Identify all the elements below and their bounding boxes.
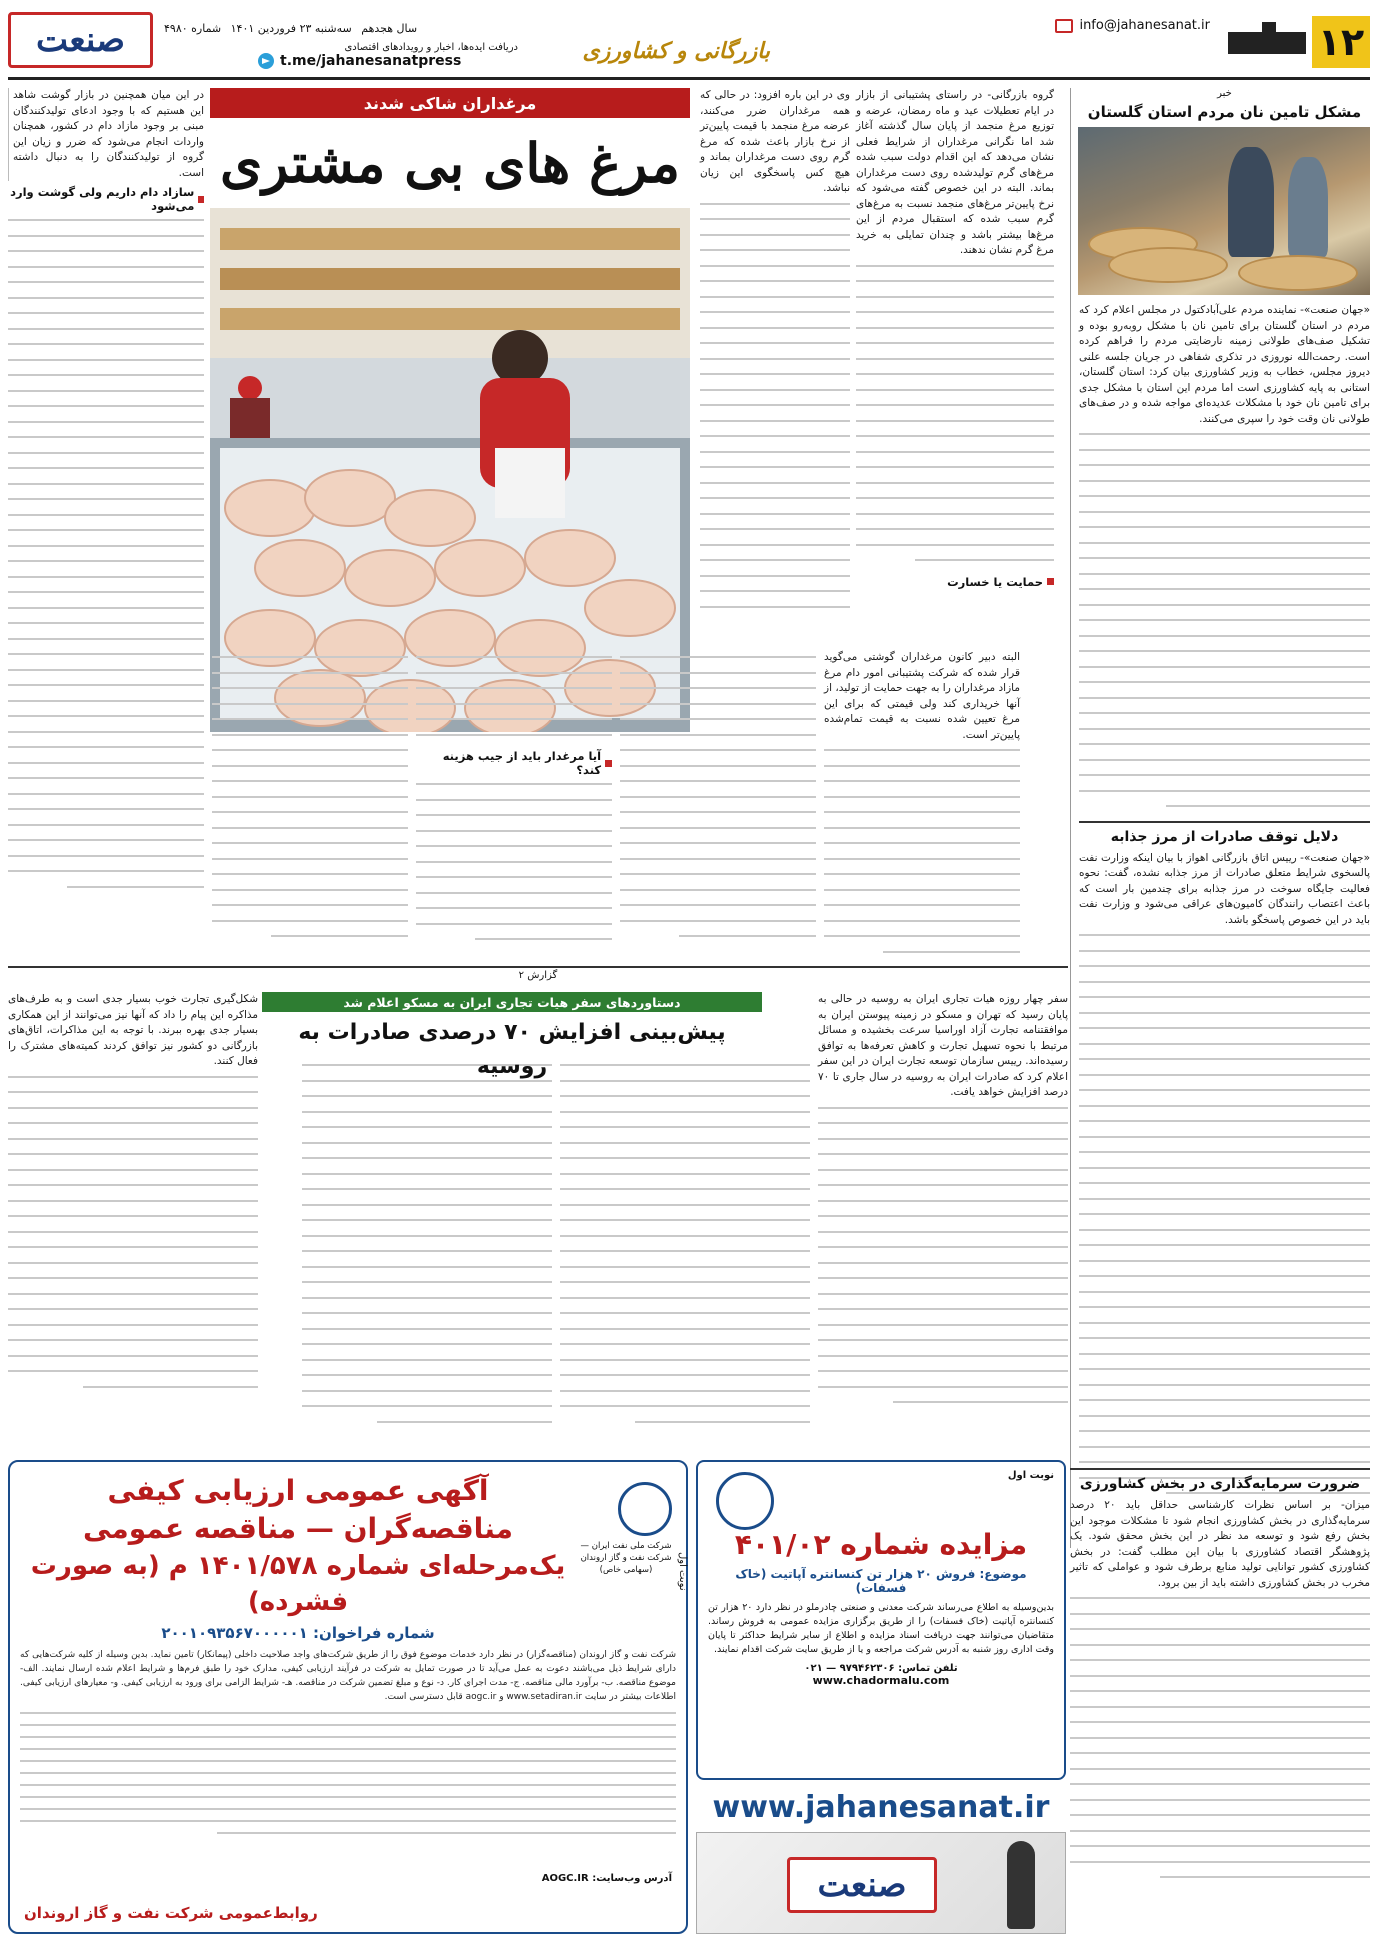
feature-bottom-col-c-lines-top — [416, 656, 612, 736]
report-headline: پیش‌بینی افزایش ۷۰ درصدی صادرات به روسیه — [298, 1020, 726, 1079]
right-news-continuation — [1079, 433, 1370, 807]
report-label: گزارش ۲ — [8, 966, 1068, 984]
site-url-banner[interactable]: www.jahanesanat.ir — [712, 1790, 1050, 1825]
report-col-b-lines — [560, 1064, 810, 1423]
telegram-icon — [258, 53, 274, 69]
report-col-d-continuation — [8, 1076, 258, 1388]
feature-headline: مرغ های بی مشتری — [219, 131, 681, 195]
auction-turn-label: نوبت اول — [1007, 1470, 1054, 1481]
feature-bottom-col-d-lines — [212, 656, 408, 937]
right-section3-continuation — [1070, 1597, 1370, 1878]
tender-body-continuation — [20, 1712, 676, 1834]
header-email[interactable] — [1055, 18, 1210, 33]
feature-col1-body: وی در این باره افزود: در حالی که همه مرغداران ضرر می‌کنند، عرضه مرغ منجمد با قیمت پایین‌تر از نرخ بازار باعث شده که مرغ گرم روی دست مرغداران بماند و هیچ کس پاسخگوی این زیان نباشد. — [700, 89, 850, 194]
report-col-a — [818, 992, 1068, 1417]
right-section2-body: «جهان صنعت»- رییس اتاق بازرگانی اهواز با بیان اینکه وزارت نفت پالسخوی شرایط متعلق صادرات از مرز جذابه نشده، گفت: نحوه فعالیت جایگاه سوخت در مرز جذابه برای چندمین بار است که باعث اعتصاب رانندگان کامیون‌های عراقی می‌شود و وزارت نفت باید در این خصوص پاسخگو باشد. — [1079, 851, 1370, 926]
tender-call-number: شماره فراخوان: ۲۰۰۱۰۹۳۵۶۷۰۰۰۰۰۱ — [161, 1624, 435, 1642]
chadormalu-logo-icon — [716, 1472, 774, 1530]
tender-body: شرکت نفت و گاز اروندان (مناقصه‌گزار) در نظر دارد خدمات موضوع فوق را از طریق شرکت‌های واجد صلاحیت داخلی (پیمانکار) تامین نماید. بدین وسیله از کلیه شرکت‌هایی که دارای شرایط ذیل می‌باشند دعوت به عمل می‌آید تا در صورت تمایل به شرکت در فرآیند ارزیابی کیفی، مدارک خود را طبق فرم‌ها و شرایط اعلام شده ارسال نمایند. الف- موضوع مناقصه. ب- برآورد مالی مناقصه. ج- مدت اجرای کار. د- نوع و مبلغ تضمین شرکت در مناقصه. هـ- شرایط الزامی برای ورود به ارزیابی کیفی. و- معیارهای ارزیابی کیفی. اطلاعات بیشتر در سایت www.setadiran.ir و aogc.ir قابل دسترسی است. — [20, 1650, 676, 1702]
feature-bottom-col-a — [824, 650, 1020, 966]
page-number: ۱۲ — [1312, 16, 1370, 68]
tender-title-1: آگهی عمومی ارزیابی کیفی مناقصه‌گران — مناقصه عمومی — [83, 1474, 513, 1545]
issue-year: سال هجدهم — [361, 22, 418, 35]
report-col-b — [560, 1058, 810, 1436]
tender-website[interactable]: آدرس وب‌سایت: AOGC.IR — [541, 1873, 672, 1884]
right-bottom-section — [1070, 1468, 1370, 1938]
issue-info — [158, 22, 417, 35]
feature-lead-body: گروه بازرگانی- در راستای پشتیبانی از بازار در ایام تعطیلات عید و ماه رمضان، عرضه و توزیع مرغ منجمد از پایان سال گذشته آغاز شد اما نگرانی مرغداران از شرایط فعلی نشان می‌دهد که این اقدام دولت سبب شده مرغ‌های گرم تولیدشده روی دست مرغداران بماند. البته در این خصوص گفته می‌شود که نرخ پایین‌تر مرغ‌های منجمد نسبت به مرغ‌های گرم سبب شده که استقبال مردم از این مرغ‌ها بیشتر باشد و چندان تمایلی به خرید مرغ گرم نشان ندهند. — [856, 89, 1054, 256]
auction-subject: موضوع: فروش ۲۰ هزار تن کنسانتره آپاتیت (خاک فسفات) — [735, 1567, 1027, 1595]
auction-website[interactable]: www.chadormalu.com — [812, 1674, 950, 1687]
auction-title: مزایده شماره ۴۰۱/۰۲ — [734, 1528, 1028, 1561]
feature-bottom-col-c-lines — [416, 783, 612, 940]
feature-left-column — [8, 88, 204, 958]
email-icon — [1055, 19, 1073, 33]
right-section2-title: دلایل توقف صادرات از مرز جذابه — [1079, 821, 1370, 845]
issue-number: شماره ۴۹۸۰ — [164, 22, 222, 35]
feature-col2-body: البته دبیر کانون مرغداران گوشتی می‌گوید قرار شده که شرکت پشتیبانی امور دام مرغ مازاد مرغداران را به جهت حمایت از تولید، از آنها خریداری کند ولی قیمتی که برای این مرغ تعیین شده نسبت به قیمت تمام‌شده پایین‌تر است. — [824, 651, 1020, 741]
telegram-caption: دریافت ایده‌ها، اخبار و رویدادهای اقتصادی — [344, 42, 518, 53]
feature-left-continuation — [8, 219, 204, 888]
report-body: سفر چهار روزه هیات تجاری ایران به روسیه در حالی به پایان رسید که تهران و مسکو در زمینه پیوستن ایران به موافقتنامه تجارت آزاد اوراسیا سرعت بخشیده و مسائل مرتبط با نحوه تسهیل تجارت و کاهش تعرفه‌ها به توافق رسیده‌اند. رییس سازمان توسعه تجارت ایران در این سفر اعلام کرد که صادرات ایران به روسیه در سال جاری تا ۷۰ درصد افزایش خواهد یافت. — [818, 993, 1068, 1098]
bread-bakery-photo — [1078, 127, 1370, 295]
feature-subhead-1-text: حمایت یا خسارت — [947, 574, 1043, 589]
feature-article — [210, 88, 1060, 648]
feature-lead-continuation — [856, 265, 1054, 562]
page-header — [8, 8, 1370, 80]
auction-advertisement — [696, 1460, 1066, 1780]
feature-bottom-col-d — [212, 650, 408, 951]
auction-body: بدین‌وسیله به اطلاع می‌رساند شرکت معدنی و صنعتی چادرملو در نظر دارد ۲۰ هزار تن کنسانتره آپاتیت (خاک فسفات) را از طریق برگزاری مزایده عمومی به فروش رساند. متقاضیان می‌توانند جهت دریافت اسناد مزایده و اطلاع از سایر شرایط حداکثر تا پایان وقت اداری روز شنبه به آدرس شرکت مراجعه و یا از طریق سایت شرکت اقدام نمایند. — [708, 1602, 1054, 1655]
businessman-icon — [1007, 1841, 1035, 1929]
feature-kicker: مرغداران شاکی شدند — [210, 88, 690, 118]
tender-org-name: شرکت ملی نفت ایران — شرکت نفت و گاز اروندان (سهامی خاص) — [580, 1541, 672, 1575]
feature-col3-body: در این میان همچنین در بازار گوشت شاهد این هستیم که با وجود ادعای تولیدکنندگان مبنی بر وجود مازاد دام در کشور، همچنان واردات انجام می‌شود که ضرر و زیان این گروه از تولیدکنندگان را به دنبال داشته است. — [8, 88, 204, 181]
feature-bottom-col-b-lines — [620, 656, 816, 937]
right-section2-continuation — [1079, 934, 1370, 1494]
tender-footer: روابط‌عمومی شرکت نفت و گاز اروندان — [24, 1904, 318, 1922]
telegram-box[interactable] — [258, 42, 518, 69]
right-news-title: مشکل تامین نان مردم استان گلستان — [1087, 103, 1362, 121]
tender-title-2: یک‌مرحله‌ای شماره ۱۴۰۱/۵۷۸ م (به صورت فشرده) — [30, 1551, 566, 1617]
feature-col-1 — [700, 88, 850, 621]
feature-bottom-columns — [210, 650, 1020, 956]
right-news-body: «جهان صنعت»- نماینده مردم علی‌آبادکتول در مجلس اعلام کرد که مردم در استان گلستان برای تامین نان با مشکل روبه‌رو بوده و تشکیل صف‌های طولانی زمینه نارضایتی مردم را فراهم کرده است. رحمت‌الله نوروزی در تذکری شفاهی در جریان جلسه علنی دیروز مجلس، خطاب به وزیر کشاورزی بیان کرد: استان گلستان، استانی به پایه کشاورزی است اما مردم این استان با مشکل جدی برای تامین نان خود با مشکلات عدیده‌ای مواجه شده و در صف‌های طولانی نان وقت خود را سپری می‌کنند. — [1079, 304, 1370, 425]
news-tag: خبر — [1217, 88, 1232, 99]
section-logo-icon — [1228, 22, 1306, 66]
feature-subhead-3-text: آیا مرغدار باید از جیب هزینه کند؟ — [442, 749, 602, 777]
report-body-2: شکل‌گیری تجارت خوب بسیار جدی است و به طرف‌های مذاکره این پیام را داد که آنها نیز می‌توانند از این همکاری بسیار جدی بهره ببرند. با توجه به این مذاکرات، اتاق‌های بازرگانی دو کشور نیز توافق کردند کمیته‌های مشترک را فعال کنند. — [8, 993, 258, 1067]
feature-subhead-1 — [856, 575, 1054, 589]
section-title: بازرگانی و کشاورزی — [582, 38, 770, 64]
masthead-logo: صنعت — [8, 12, 153, 68]
right-news-column — [1070, 88, 1370, 1548]
auction-phone: تلفن تماس: ۹۷۹۴۶۲۳۰۶ — ۰۲۱ — [804, 1663, 958, 1674]
nioc-logo-icon — [618, 1482, 672, 1536]
issue-date: سه‌شنبه ۲۳ فروردین ۱۴۰۱ — [230, 22, 352, 35]
feature-col-lead — [856, 88, 1054, 589]
report-col-d — [8, 992, 258, 1401]
feature-bottom-col-c — [416, 650, 612, 954]
email-text: info@jahanesanat.ir — [1079, 18, 1210, 33]
report-col-a-continuation — [818, 1107, 1068, 1404]
tender-advertisement — [8, 1460, 688, 1934]
feature-subhead-2 — [8, 185, 204, 213]
report-col-c-lines — [302, 1064, 552, 1423]
feature-subhead-2-text: سازاد دام داریم ولی گوشت وارد می‌شود — [10, 185, 195, 213]
promo-banner — [696, 1832, 1066, 1934]
feature-bottom-col-a-continuation — [824, 749, 1020, 953]
right-section3-title: ضرورت سرمایه‌گذاری در بخش کشاورزی — [1070, 1468, 1370, 1492]
promo-logo: صنعت — [787, 1857, 937, 1913]
feature-col1-continuation — [700, 203, 850, 608]
telegram-link[interactable]: t.me/jahanesanatpress — [280, 53, 462, 69]
tender-turn-label: نوبت اول — [677, 1552, 688, 1591]
right-section3-body: میزان- بر اساس نظرات کارشناسی حداقل باید ۲۰ درصد سرمایه‌گذاری در بخش کشاورزی انجام شود تا مشکلات موجود این بخش رفع شود و توسعه مد نظر در این بخش محقق شود. یک پژوهشگر اقتصاد کشاورزی با بیان این مطلب گفت: در بخش کشاورزی کشور توانایی تولید منابع برطرف شود و عواملی که تاثیر مخرب در بخش کشاورزی داشته باید از بین برود. — [1070, 1499, 1371, 1589]
feature-bottom-col-b — [620, 650, 816, 951]
report-col-c — [302, 1058, 552, 1436]
feature-subhead-3 — [416, 749, 612, 777]
report-kicker: دستاوردهای سفر هیات تجاری ایران به مسکو اعلام شد — [262, 992, 762, 1012]
